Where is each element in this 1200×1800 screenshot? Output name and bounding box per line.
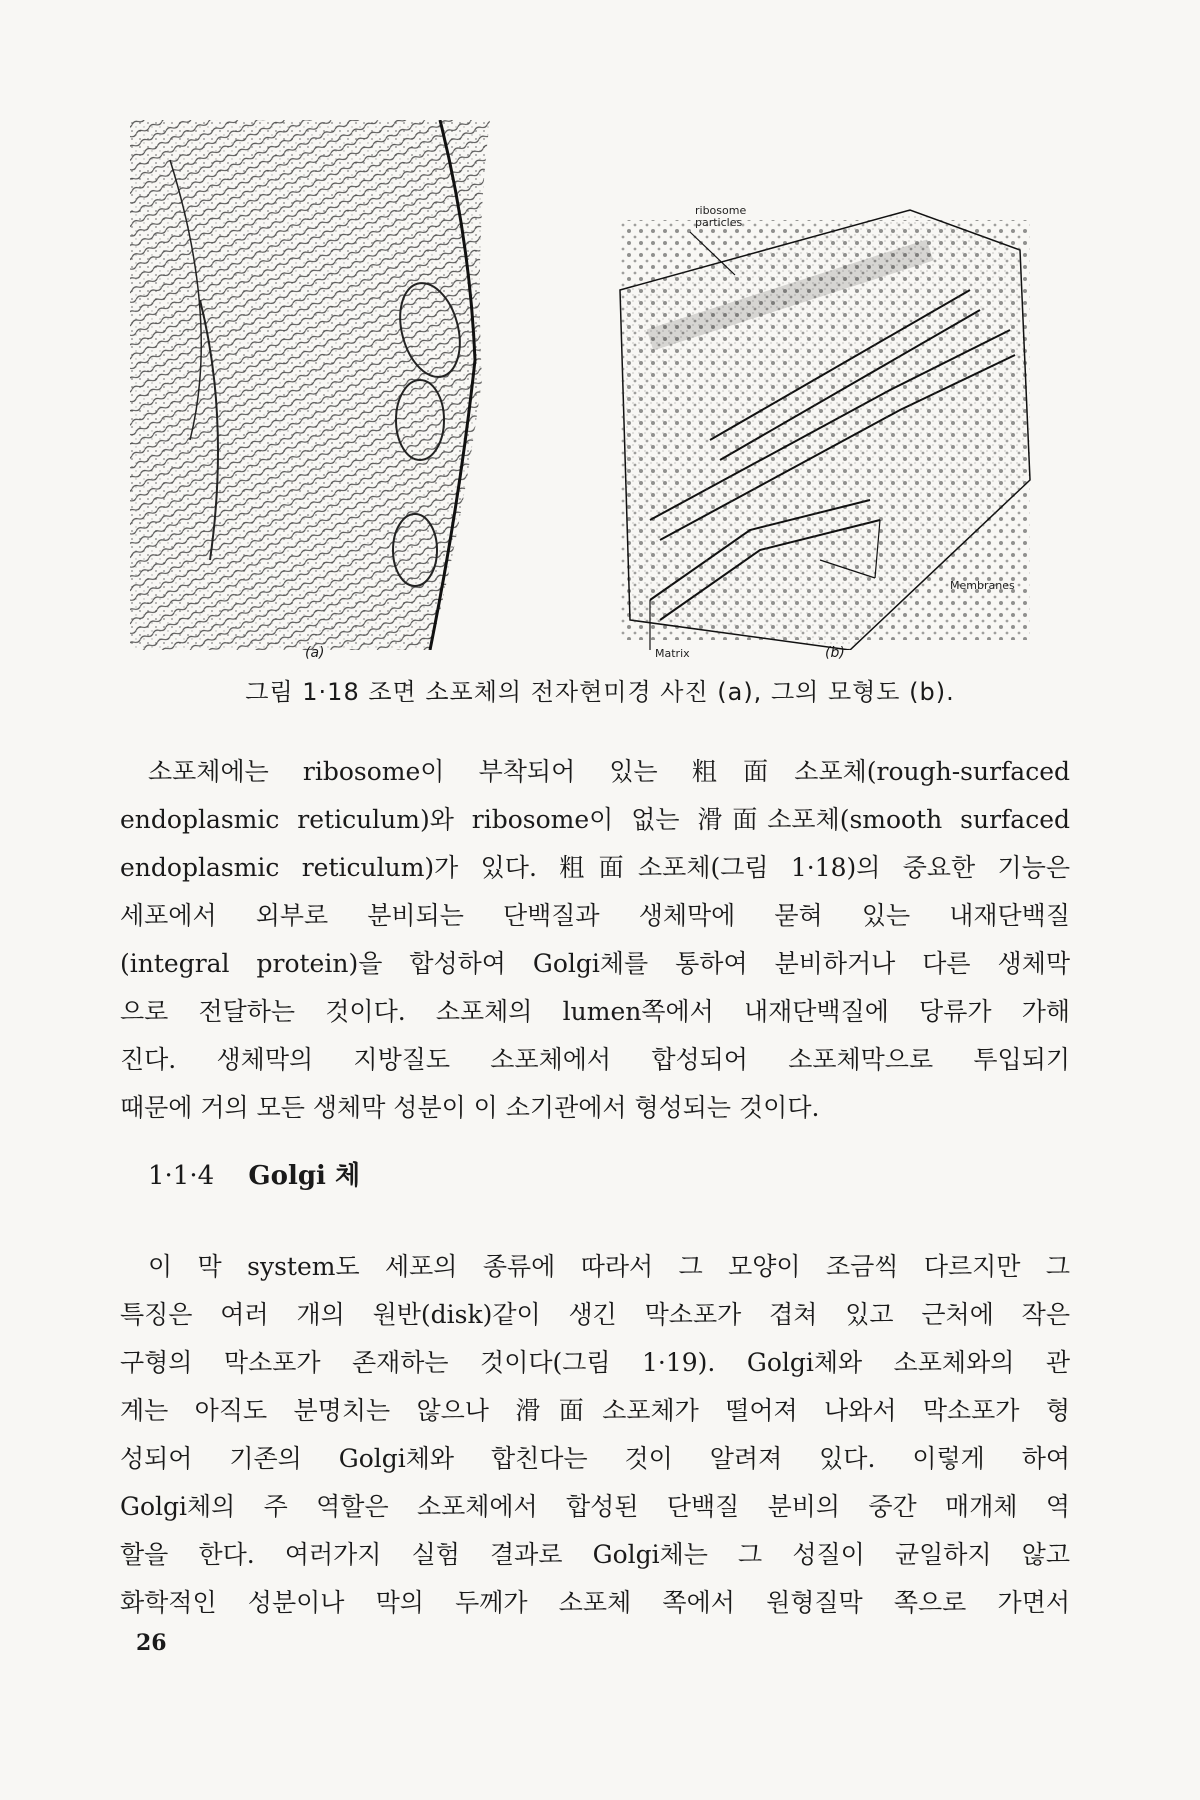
page-number: 26 — [136, 1630, 167, 1656]
text-line: 으로 전달하는 것이다. 소포체의 lumen쪽에서 내재단백질에 당류가 가해 — [120, 997, 1070, 1026]
micrograph-image — [130, 120, 540, 650]
figure-label-b: (b) — [825, 645, 845, 661]
paragraph-rough-er — [120, 748, 1070, 1132]
text-line: Golgi체의 주 역할은 소포체에서 합성된 단백질 분비의 중간 매개체 역 — [120, 1492, 1070, 1521]
text-line: 할을 한다. 여러가지 실험 결과로 Golgi체는 그 성질이 균일하지 않고 — [120, 1540, 1070, 1569]
section-heading — [148, 1155, 360, 1192]
text-line: endoplasmic reticulum)와 ribosome이 없는 滑面소포체(smooth surfaced — [120, 805, 1070, 834]
annotation-ribosome-particles: ribosome particles — [695, 204, 747, 229]
text-line: (integral protein)을 합성하여 Golgi체를 통하여 분비하거나 다른 생체막 — [120, 949, 1070, 978]
figure-caption: 그림 1·18 조면 소포체의 전자현미경 사진 (a), 그의 모형도 (b). — [245, 678, 955, 706]
text-line: 계는 아직도 분명치는 않으나 滑面소포체가 떨어져 나와서 막소포가 형 — [120, 1396, 1070, 1425]
figure-label-a: (a) — [305, 645, 325, 661]
text-line: 이 막 system도 세포의 종류에 따라서 그 모양이 조금씩 다르지만 그 — [148, 1252, 1070, 1281]
paragraph-golgi — [120, 1243, 1070, 1627]
section-title: Golgi 체 — [248, 1161, 361, 1191]
section-number: 1·1·4 — [148, 1161, 215, 1191]
text-line: 진다. 생체막의 지방질도 소포체에서 합성되어 소포체막으로 투입되기 — [120, 1045, 1070, 1074]
text-line: endoplasmic reticulum)가 있다. 粗面소포체(그림 1·18)의 중요한 기능은 — [120, 853, 1070, 882]
text-line: 세포에서 외부로 분비되는 단백질과 생체막에 묻혀 있는 내재단백질 — [120, 901, 1070, 930]
figure-1-18 — [130, 120, 1050, 660]
text-line: 때문에 거의 모든 생체막 성분이 이 소기관에서 형성되는 것이다. — [120, 1093, 820, 1122]
text-line: 화학적인 성분이나 막의 두께가 소포체 쪽에서 원형질막 쪽으로 가면서 — [120, 1588, 1070, 1617]
text-line: 성되어 기존의 Golgi체와 합친다는 것이 알려져 있다. 이렇게 하여 — [120, 1444, 1070, 1473]
annotation-matrix: Matrix — [655, 647, 690, 660]
text-line: 소포체에는 ribosome이 부착되어 있는 粗面소포체(rough-surfaced — [148, 757, 1070, 786]
annotation-membranes: Membranes — [950, 579, 1015, 592]
text-line: 특징은 여러 개의 원반(disk)같이 생긴 막소포가 겹쳐 있고 근처에 작은 — [120, 1300, 1070, 1329]
text-line: 구형의 막소포가 존재하는 것이다(그림 1·19). Golgi체와 소포체와의 관 — [120, 1348, 1070, 1377]
